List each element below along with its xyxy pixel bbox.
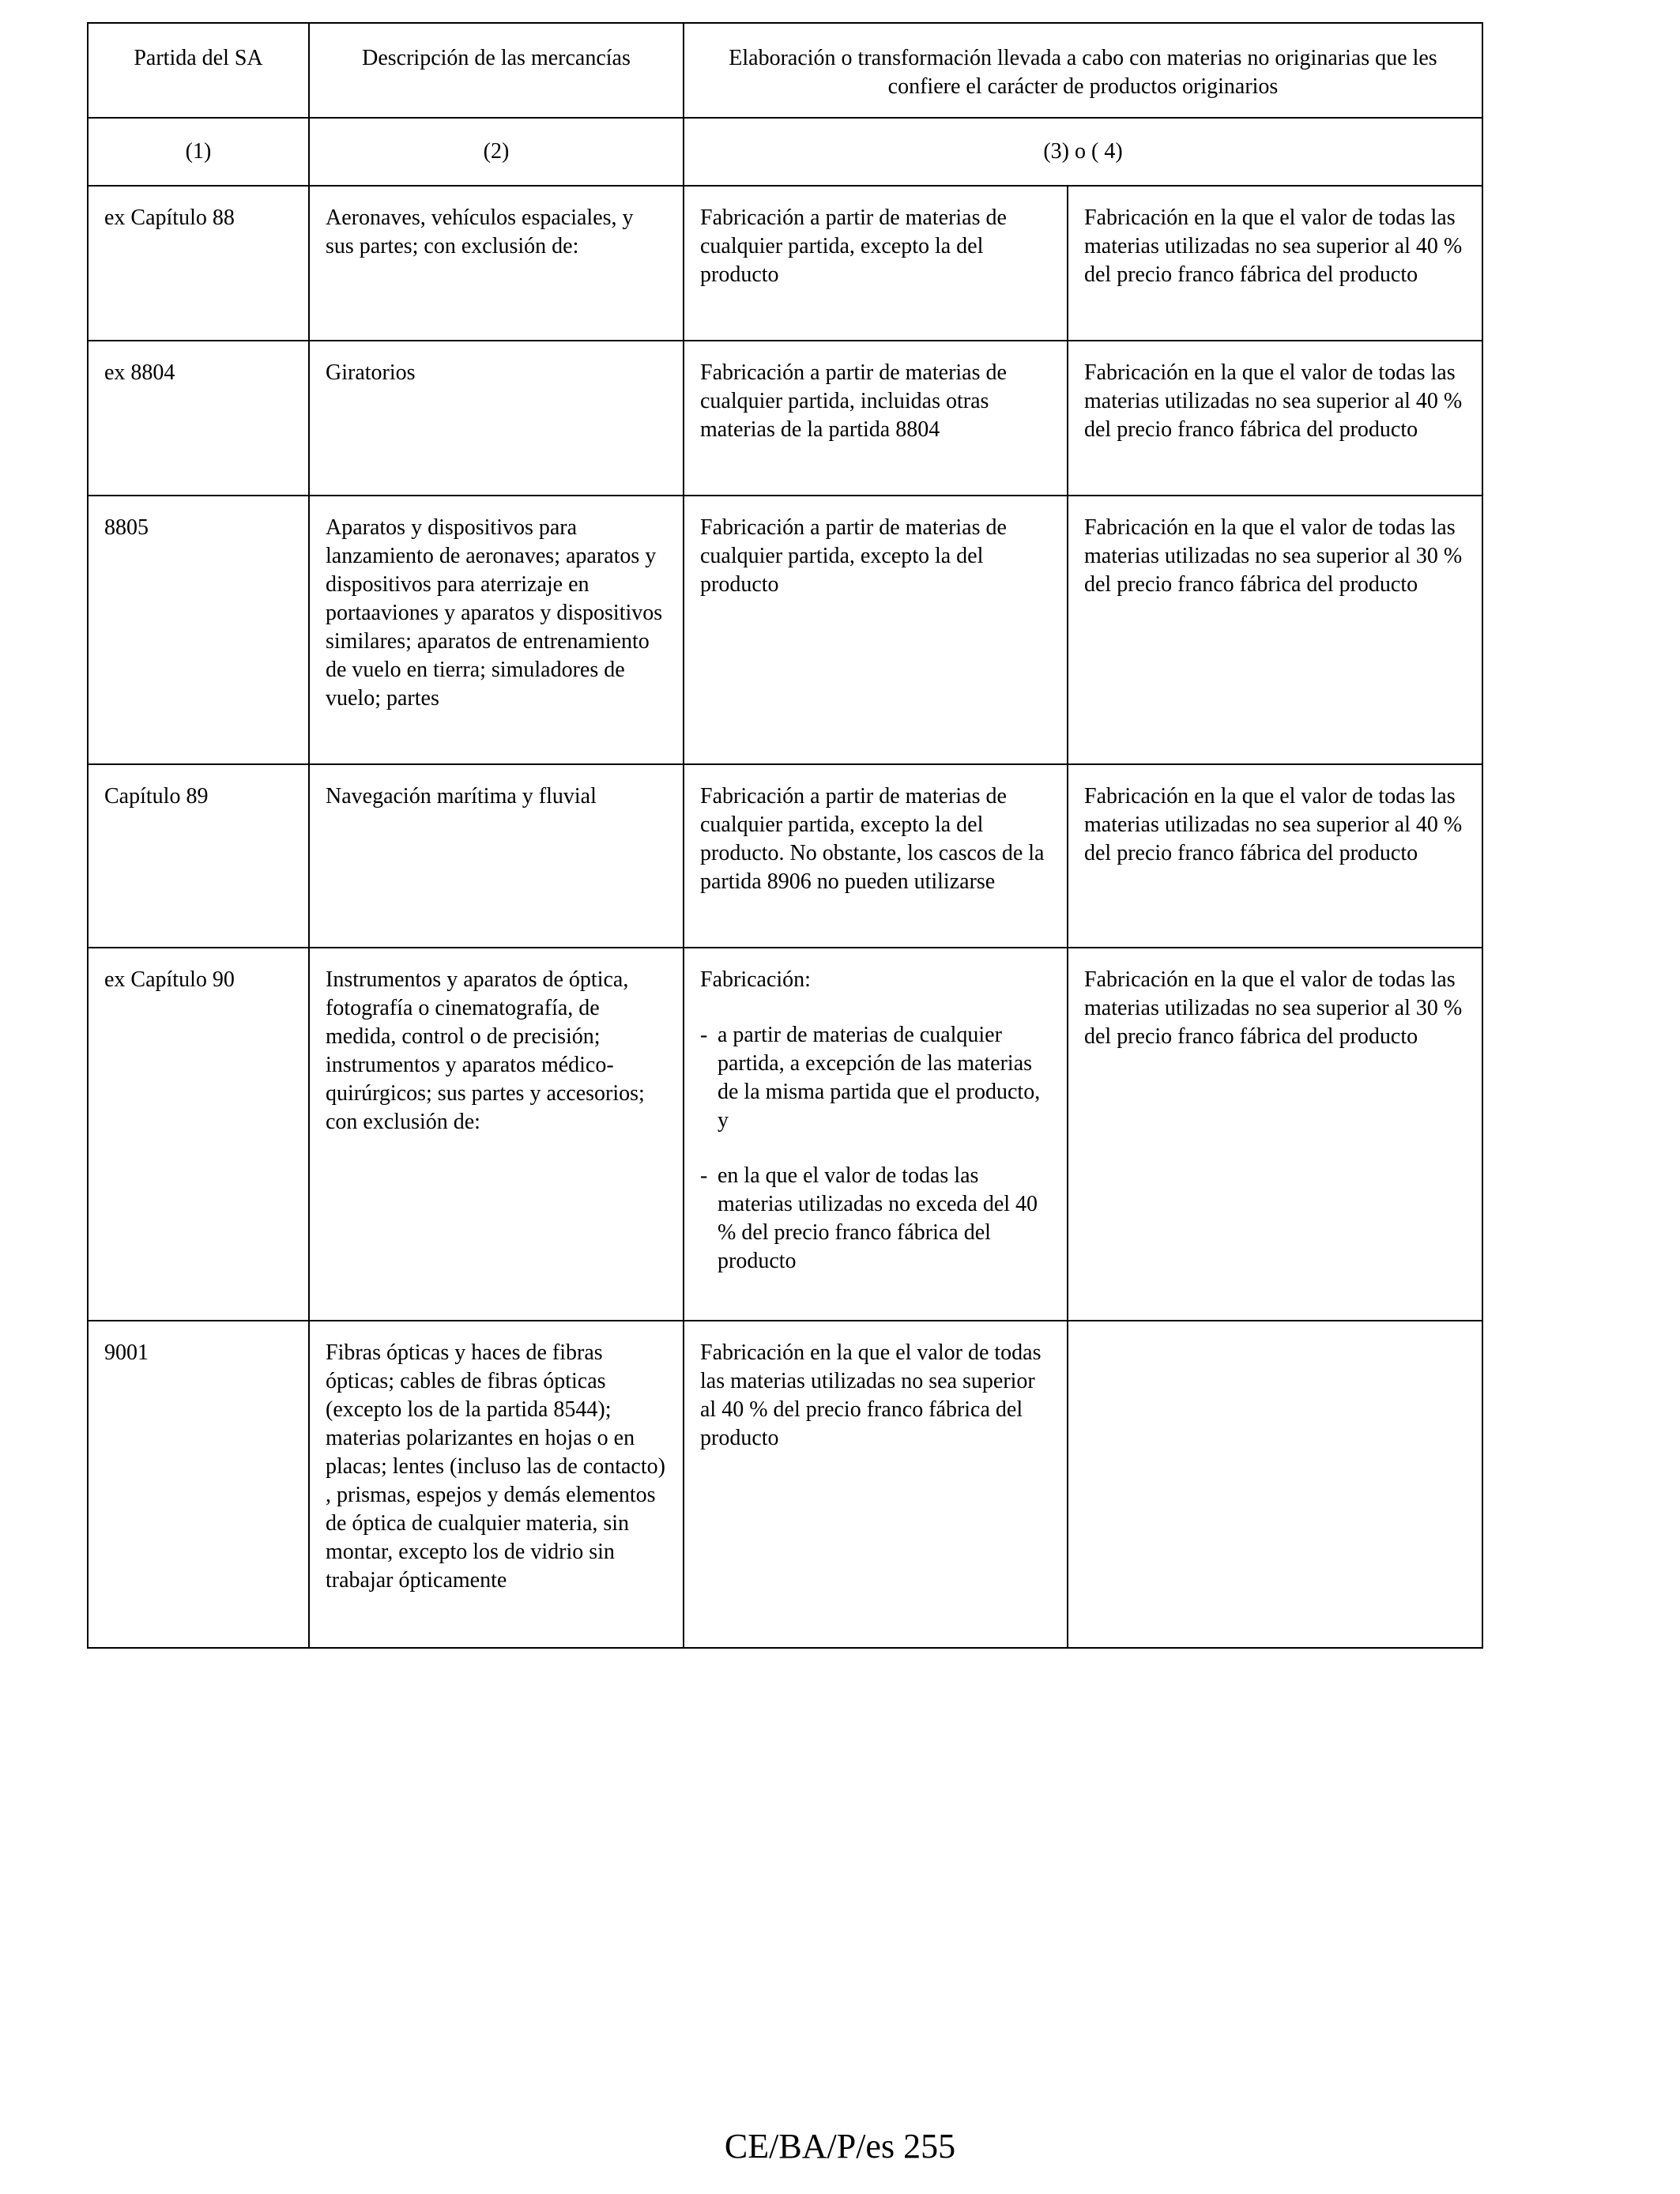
elaboracion-col4-cell: Fabricación en la que el valor de todas las materias utilizadas no sea superior al 30 % del precio franco fábrica del producto [1068,496,1482,764]
column-number-3-4: (3) o ( 4) [684,118,1482,186]
descripcion-cell: Aeronaves, vehículos espaciales, y sus partes; con exclusión de: [309,186,684,341]
elaboracion-col3-cell [684,948,1068,1321]
table-row [88,948,1482,1321]
fabricacion-intro: Fabricación: [700,967,811,992]
elaboracion-col4-cell: Fabricación en la que el valor de todas las materias utilizadas no sea superior al 40 % del precio franco fábrica del producto [1068,186,1482,341]
table-row [88,496,1482,764]
descripcion-cell: Instrumentos y aparatos de óptica, fotografía o cinematografía, de medida, control o de precisión; instrumentos y aparatos médico-quirúrgicos; sus partes y accesorios; con exclusión de: [309,948,684,1321]
partida-cell: 8805 [88,496,309,764]
table-row [88,186,1482,341]
descripcion-cell: Aparatos y dispositivos para lanzamiento de aeronaves; aparatos y dispositivos para aterrizaje en portaaviones y aparatos y dispositivos similares; aparatos de entrenamiento de vuelo en tierra; simuladores de vuelo; partes [309,496,684,764]
partida-cell: Capítulo 89 [88,764,309,948]
elaboracion-col3-cell: Fabricación en la que el valor de todas las materias utilizadas no sea superior al 40 % del precio franco fábrica del producto [684,1321,1068,1648]
descripcion-cell: Fibras ópticas y haces de fibras ópticas; cables de fibras ópticas (excepto los de la partida 8544); materias polarizantes en hojas o en placas; lentes (incluso las de contacto) , prismas, espejos y demás elementos de óptica de cualquier materia, sin montar, excepto los de vidrio sin trabajar ópticamente [309,1321,684,1648]
column-number-row [88,118,1482,186]
list-item-text: en la que el valor de todas las materias utilizadas no exceda del 40 % del precio franco fábrica del producto [718,1163,1038,1273]
list-item [700,1021,1051,1135]
partida-cell: 9001 [88,1321,309,1648]
dash-bullet: - [700,1163,708,1188]
partida-cell: ex 8804 [88,341,309,496]
rules-of-origin-table [87,22,1483,1649]
elaboracion-col4-cell: Fabricación en la que el valor de todas las materias utilizadas no sea superior al 40 % del precio franco fábrica del producto [1068,764,1482,948]
table-row [88,341,1482,496]
elaboracion-col3-cell: Fabricación a partir de materias de cualquier partida, incluidas otras materias de la partida 8804 [684,341,1068,496]
elaboracion-col4-cell [1068,1321,1482,1648]
elaboracion-col3-cell: Fabricación a partir de materias de cualquier partida, excepto la del producto [684,186,1068,341]
descripcion-cell: Navegación marítima y fluvial [309,764,684,948]
list-item-text: a partir de materias de cualquier partida, a excepción de las materias de la misma partida que el producto, y [718,1023,1041,1133]
column-number-2: (2) [309,118,684,186]
page-reference-footer: CE/BA/P/es 255 [724,2127,956,2166]
descripcion-cell: Giratorios [309,341,684,496]
partida-cell: ex Capítulo 90 [88,948,309,1321]
table-header-row [88,23,1482,118]
partida-cell: ex Capítulo 88 [88,186,309,341]
header-descripcion: Descripción de las mercancías [309,23,684,118]
dash-bullet: - [700,1023,708,1047]
list-item [700,1162,1051,1276]
header-elaboracion: Elaboración o transformación llevada a cabo con materias no originarias que les confiere el carácter de productos originarios [684,23,1482,118]
elaboracion-col4-cell: Fabricación en la que el valor de todas las materias utilizadas no sea superior al 40 % del precio franco fábrica del producto [1068,341,1482,496]
elaboracion-col3-cell: Fabricación a partir de materias de cualquier partida, excepto la del producto. No obstante, los cascos de la partida 8906 no pueden utilizarse [684,764,1068,948]
elaboracion-col4-cell: Fabricación en la que el valor de todas las materias utilizadas no sea superior al 30 % del precio franco fábrica del producto [1068,948,1482,1321]
table-row [88,764,1482,948]
elaboracion-col3-cell: Fabricación a partir de materias de cualquier partida, excepto la del producto [684,496,1068,764]
table-row [88,1321,1482,1648]
header-partida: Partida del SA [88,23,309,118]
column-number-1: (1) [88,118,309,186]
